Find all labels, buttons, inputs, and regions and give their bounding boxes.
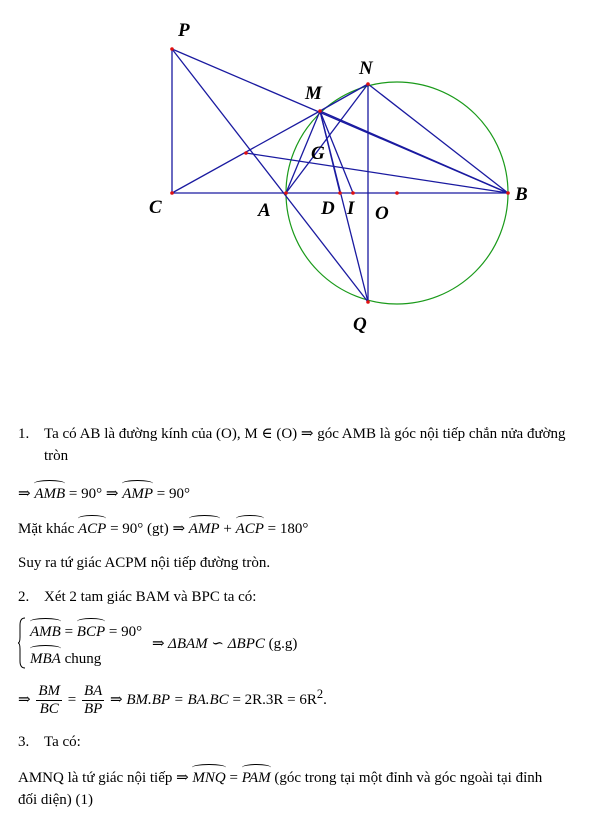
label-c: C [149, 197, 162, 218]
segment-gb [246, 153, 508, 193]
point-a [284, 191, 288, 195]
angle-amb-line [18, 484, 190, 504]
cyclic-line-2 [18, 790, 93, 810]
segment-nb [368, 84, 508, 193]
system-brace [18, 617, 26, 669]
system-line-2 [30, 649, 101, 669]
exponent: 2 [316, 687, 324, 701]
point-o [395, 191, 399, 195]
label-q: Q [353, 314, 367, 335]
point-q [366, 300, 370, 304]
moreover-text: Mặt khác [18, 521, 78, 537]
section-2-text: Xét 2 tam giác BAM và BPC ta có: [44, 589, 257, 605]
point-p [170, 47, 174, 51]
section-2-number: 2. [18, 589, 30, 605]
angle-amb: AMB [34, 486, 66, 502]
implies-2: ⇒ [18, 692, 35, 708]
angle-amb-2: AMB [30, 624, 61, 640]
fraction-ba-bp [82, 683, 104, 718]
cyclic-line-1 [18, 768, 542, 788]
system-line-1 [30, 622, 142, 642]
label-n: N [359, 58, 373, 79]
eq-text-4: = 180° [263, 521, 309, 537]
label-a: A [258, 200, 271, 221]
label-d: D [321, 198, 335, 219]
eq-text-2: = 90° [153, 486, 190, 502]
angle-mba: MBA [30, 651, 61, 667]
fraction-1-denominator: BC [39, 701, 59, 718]
section-2-line-1 [18, 587, 256, 607]
fraction-bm-bc [36, 683, 62, 718]
section-3-text: Ta có: [44, 734, 81, 750]
eq-sign-2: = [64, 692, 80, 708]
section-1-text: Ta có AB là đường kính của (O), M ∈ (O) ⇒ góc AMB là góc nội tiếp chắn nửa đường [44, 426, 566, 442]
section-1-text-cont: tròn [44, 448, 69, 464]
angle-bcp: BCP [76, 624, 106, 640]
period: . [323, 692, 327, 708]
section-1-line-1 [18, 424, 566, 444]
plus-text: + [219, 521, 236, 537]
common-text: chung [60, 651, 102, 667]
ninety-degrees: = 90° [105, 624, 143, 640]
similarity-case: (g.g) [264, 636, 298, 652]
eq-text: = 90° ⇒ [65, 486, 123, 502]
angle-acp-line [18, 519, 308, 539]
point-d [338, 191, 342, 195]
eq-sign-3: = [225, 770, 242, 786]
angle-acp: ACP [77, 521, 107, 537]
section-3-line-1 [18, 732, 81, 752]
label-i: I [347, 198, 355, 219]
point-m [318, 109, 322, 113]
implies: ⇒ [18, 486, 35, 502]
segment-mn [320, 84, 368, 111]
angle-pam: PAM [241, 770, 271, 786]
label-b: B [515, 184, 528, 205]
cyclic-reason-cont: đối diện) (1) [18, 792, 93, 808]
geometry-figure [0, 0, 613, 345]
angle-mnq: MNQ [192, 770, 226, 786]
segment-pq [172, 49, 368, 302]
conclusion-text: Suy ra tứ giác ACPM nội tiếp đường tròn. [18, 555, 271, 571]
angle-acp-2: ACP [235, 521, 264, 537]
point-b [506, 191, 510, 195]
section-3-number: 3. [18, 734, 30, 750]
section-1-line-2 [44, 446, 68, 466]
point-g [244, 151, 248, 155]
similarity-text: ⇒ ΔBAM ∽ ΔBPC [152, 636, 265, 652]
similarity-result [152, 634, 297, 654]
label-g: G [311, 143, 325, 164]
fraction-2-numerator: BA [83, 683, 103, 700]
point-c [170, 191, 174, 195]
point-n [366, 82, 370, 86]
product-text: ⇒ BM.BP = BA.BC [106, 692, 229, 708]
fraction-2-denominator: BP [83, 701, 103, 718]
segment-an [286, 84, 368, 193]
cyclic-text: AMNQ là tứ giác nội tiếp ⇒ [18, 770, 193, 786]
section-1-number: 1. [18, 426, 30, 442]
point-i [351, 191, 355, 195]
fraction-1-numerator: BM [38, 683, 60, 700]
product-value: = 2R.3R = 6R [228, 692, 317, 708]
angle-amp: AMP [122, 486, 154, 502]
angle-amp-2: AMP [188, 521, 220, 537]
cyclic-reason: (góc trong tại một đỉnh và góc ngoài tại đỉnh [270, 770, 543, 786]
ratio-line [18, 676, 327, 718]
label-o: O [375, 203, 389, 224]
label-p: P [178, 20, 190, 41]
label-m: M [305, 83, 322, 104]
conclusion-line [18, 553, 270, 573]
eq-text-3: = 90° (gt) ⇒ [106, 521, 189, 537]
eq-sign: = [60, 624, 77, 640]
